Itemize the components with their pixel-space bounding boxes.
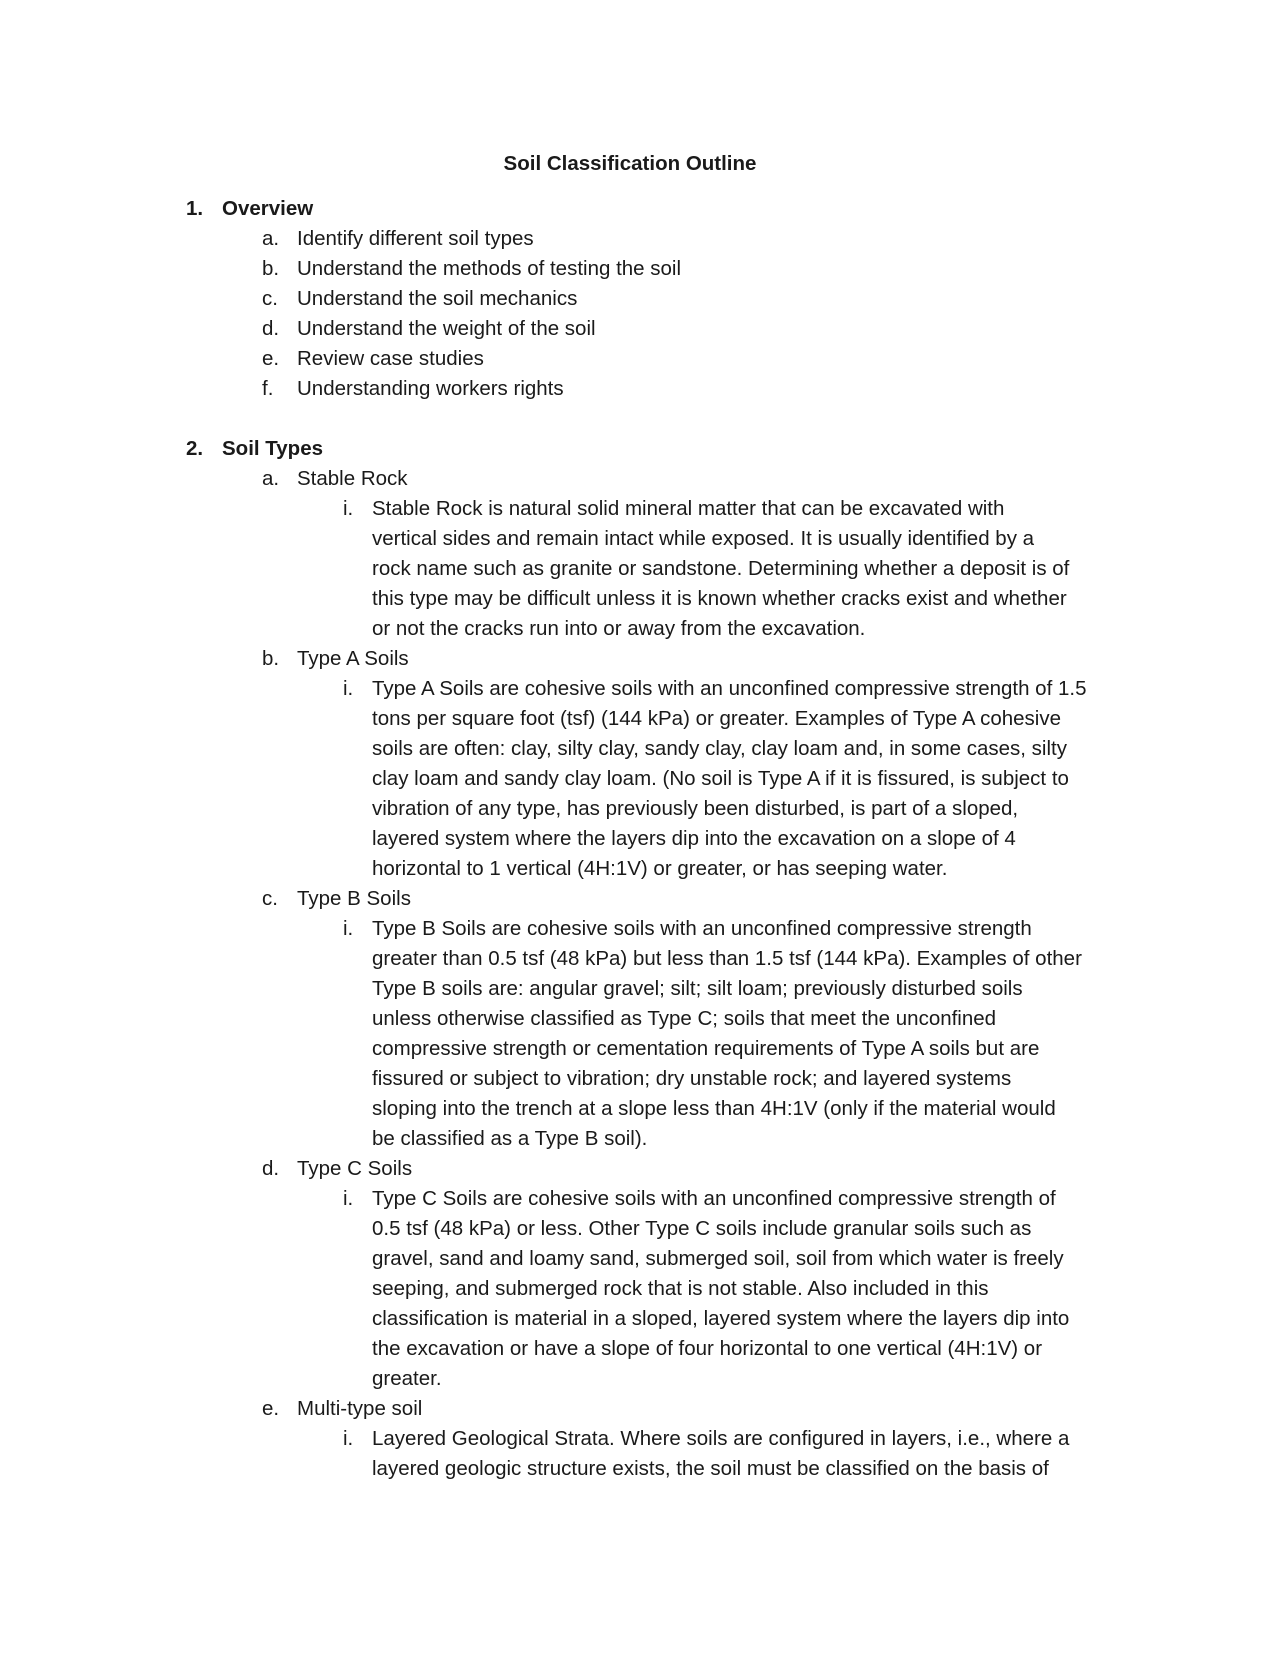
text-line: Layered Geological Strata. Where soils are configured in layers, i.e., where a <box>372 1427 1070 1450</box>
list-marker: d. <box>262 1157 280 1180</box>
list-item: Understand the weight of the soil <box>297 317 596 340</box>
text-line: greater. <box>372 1367 442 1390</box>
paragraph-type-b <box>372 914 1092 1154</box>
text-line: gravel, sand and loamy sand, submerged soil, soil from which water is freely <box>372 1247 1064 1270</box>
paragraph-stable-rock <box>372 494 1092 644</box>
section-heading-soil-types: Soil Types <box>222 437 324 460</box>
text-line: vertical sides and remain intact while exposed. It is usually identified by a <box>372 527 1035 550</box>
roman-marker: i. <box>343 917 354 940</box>
list-item: Understanding workers rights <box>297 377 564 400</box>
text-line: fissured or subject to vibration; dry unstable rock; and layered systems <box>372 1067 1012 1090</box>
list-marker: b. <box>262 647 280 670</box>
text-line: greater than 0.5 tsf (48 kPa) but less than 1.5 tsf (144 kPa). Examples of other <box>372 947 1082 970</box>
subheading-multi-type: Multi-type soil <box>297 1397 423 1420</box>
roman-marker: i. <box>343 1187 354 1210</box>
paragraph-type-c <box>372 1184 1092 1394</box>
subheading-stable-rock: Stable Rock <box>297 467 408 490</box>
text-line: Stable Rock is natural solid mineral matter that can be excavated with <box>372 497 1005 520</box>
subheading-type-c: Type C Soils <box>297 1157 413 1180</box>
list-marker: f. <box>262 377 274 400</box>
text-line: layered system where the layers dip into the excavation on a slope of 4 <box>372 827 1016 850</box>
subheading-type-b: Type B Soils <box>297 887 411 910</box>
text-line: soils are often: clay, silty clay, sandy clay, clay loam and, in some cases, silty <box>372 737 1067 760</box>
paragraph-type-a <box>372 674 1092 884</box>
text-line: horizontal to 1 vertical (4H:1V) or greater, or has seeping water. <box>372 857 948 880</box>
list-marker: e. <box>262 1397 280 1420</box>
text-line: Type A Soils are cohesive soils with an unconfined compressive strength of 1.5 <box>372 677 1087 700</box>
list-marker: a. <box>262 467 280 490</box>
list-item: Understand the methods of testing the soil <box>297 257 682 280</box>
paragraph-multi-type <box>372 1424 1092 1484</box>
subheading-type-a: Type A Soils <box>297 647 409 670</box>
text-line: classification is material in a sloped, layered system where the layers dip into <box>372 1307 1070 1330</box>
text-line: Type B Soils are cohesive soils with an unconfined compressive strength <box>372 917 1032 940</box>
text-line: compressive strength or cementation requirements of Type A soils but are <box>372 1037 1040 1060</box>
roman-marker: i. <box>343 1427 354 1450</box>
text-line: rock name such as granite or sandstone. Determining whether a deposit is of <box>372 557 1070 580</box>
list-item: Understand the soil mechanics <box>297 287 578 310</box>
text-line: 0.5 tsf (48 kPa) or less. Other Type C soils include granular soils such as <box>372 1217 1032 1240</box>
text-line: or not the cracks run into or away from the excavation. <box>372 617 866 640</box>
roman-marker: i. <box>343 497 354 520</box>
text-line: be classified as a Type B soil). <box>372 1127 648 1150</box>
text-line: tons per square foot (tsf) (144 kPa) or greater. Examples of Type A cohesive <box>372 707 1062 730</box>
section-number: 1. <box>186 197 204 220</box>
list-item: Review case studies <box>297 347 484 370</box>
list-marker: c. <box>262 887 278 910</box>
text-line: Type B soils are: angular gravel; silt; silt loam; previously disturbed soils <box>372 977 1023 1000</box>
roman-marker: i. <box>343 677 354 700</box>
section-heading-overview: Overview <box>222 197 314 220</box>
list-marker: e. <box>262 347 280 370</box>
text-line: unless otherwise classified as Type C; soils that meet the unconfined <box>372 1007 997 1030</box>
text-line: Type C Soils are cohesive soils with an unconfined compressive strength of <box>372 1187 1056 1210</box>
text-line: layered geologic structure exists, the soil must be classified on the basis of <box>372 1457 1049 1480</box>
page-title: Soil Classification Outline <box>503 152 757 175</box>
text-line: the excavation or have a slope of four horizontal to one vertical (4H:1V) or <box>372 1337 1043 1360</box>
text-line: this type may be difficult unless it is known whether cracks exist and whether <box>372 587 1067 610</box>
text-line: seeping, and submerged rock that is not stable. Also included in this <box>372 1277 989 1300</box>
text-line: clay loam and sandy clay loam. (No soil is Type A if it is fissured, is subject to <box>372 767 1069 790</box>
text-line: vibration of any type, has previously been disturbed, is part of a sloped, <box>372 797 1019 820</box>
list-marker: c. <box>262 287 278 310</box>
list-marker: b. <box>262 257 280 280</box>
list-marker: a. <box>262 227 280 250</box>
list-marker: d. <box>262 317 280 340</box>
list-item: Identify different soil types <box>297 227 534 250</box>
section-number: 2. <box>186 437 204 460</box>
text-line: sloping into the trench at a slope less than 4H:1V (only if the material would <box>372 1097 1056 1120</box>
